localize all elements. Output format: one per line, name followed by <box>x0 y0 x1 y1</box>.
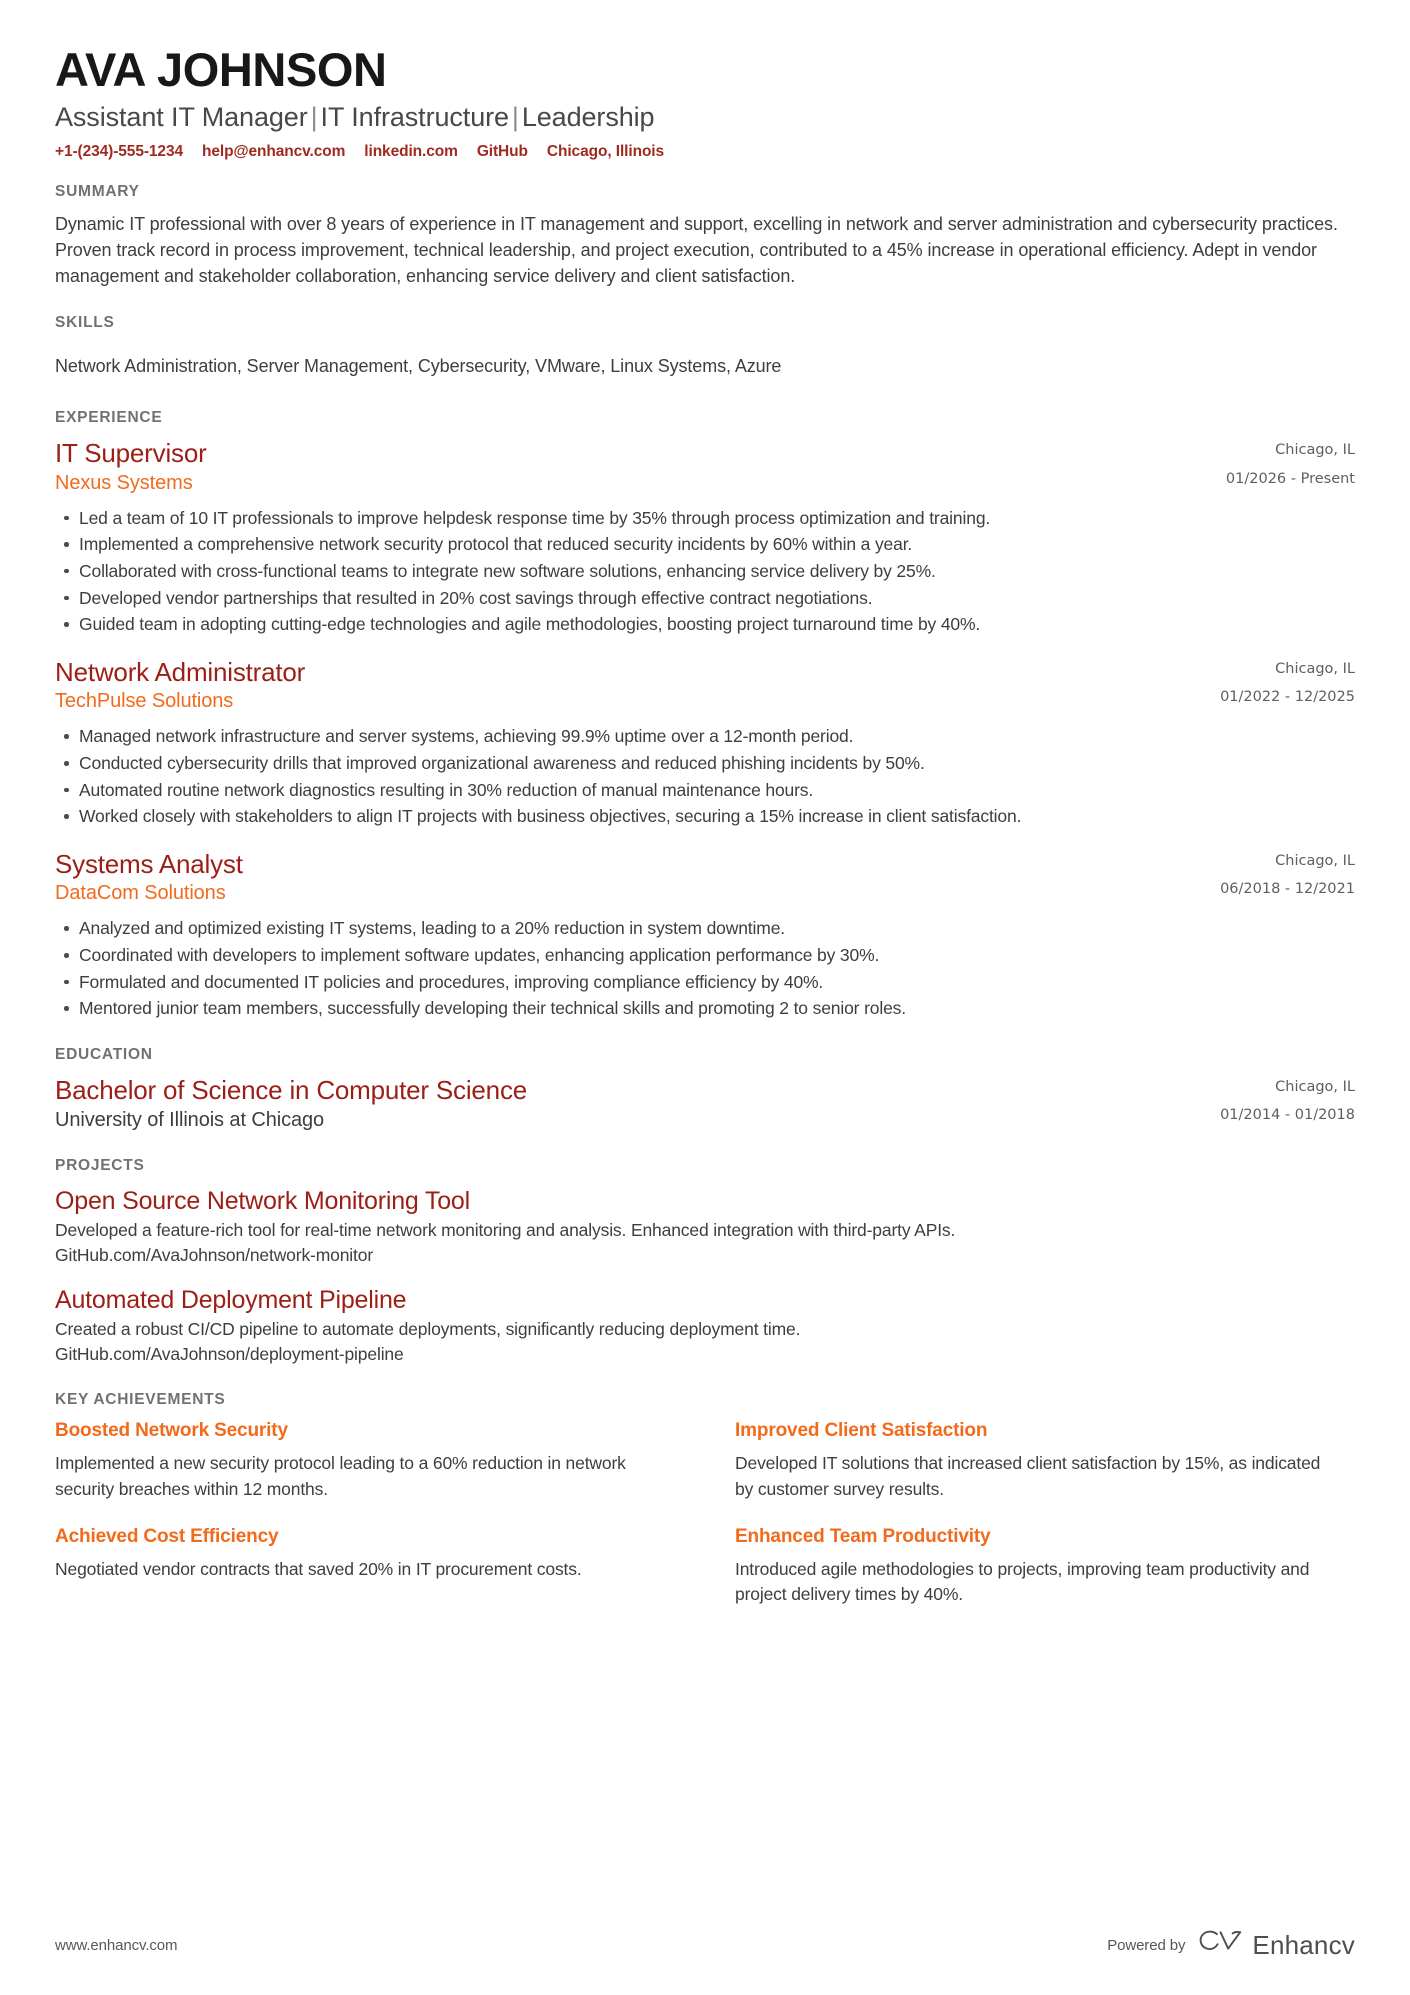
project-item <box>55 1285 1355 1367</box>
achievement-description: Implemented a new security protocol leading to a 60% reduction in network security breaches within 12 months. <box>55 1453 626 1499</box>
achievement-title: Enhanced Team Productivity <box>735 1526 991 1547</box>
school-name: University of Illinois at Chicago <box>55 1108 325 1131</box>
education-entry-meta <box>1220 1075 1355 1123</box>
headline-separator-2: | <box>511 101 519 132</box>
experience-entry-main <box>55 849 1220 907</box>
education-entry-header <box>55 1075 1355 1133</box>
summary-text: Dynamic IT professional with over 8 years of experience in IT management and support, excelling in network and server administration and cybersecurity practices. Proven track record in process improvement, technical leadership, and project execution, contributed to a 45% increase in operational efficiency. Adept in vendor management and stakeholder collaboration, enhancing service delivery and client satisfaction. <box>55 214 1338 287</box>
experience-entry-main <box>55 657 1220 715</box>
job-bullet-list <box>55 723 1355 829</box>
job-dates: 01/2022 - 12/2025 <box>1220 689 1355 706</box>
job-bullet: Collaborated with cross-functional teams to integrate new software solutions, enhancing service delivery by 25%. <box>55 558 1355 585</box>
achievement-description: Introduced agile methodologies to projects, improving team productivity and project delivery times by 40%. <box>735 1559 1310 1605</box>
powered-by-label: Powered by <box>1107 1937 1186 1954</box>
headline-part-2: IT Infrastructure <box>320 101 509 132</box>
project-item <box>55 1186 1355 1268</box>
project-link[interactable]: GitHub.com/AvaJohnson/deployment-pipeline <box>55 1344 404 1365</box>
candidate-name: AVA JOHNSON <box>55 43 387 96</box>
experience-entry-main <box>55 438 1226 496</box>
enhancv-brand-name: Enhancv <box>1252 1930 1355 1960</box>
education-heading: EDUCATION <box>55 1045 153 1063</box>
project-description: Created a robust CI/CD pipeline to automate deployments, significantly reducing deployment time. <box>55 1318 801 1339</box>
job-bullet: Automated routine network diagnostics resulting in 30% reduction of manual maintenance hours. <box>55 777 1355 804</box>
job-location: Chicago, IL <box>1275 660 1355 677</box>
company-name: DataCom Solutions <box>55 882 226 905</box>
experience-entry-meta <box>1220 657 1355 705</box>
project-link[interactable]: GitHub.com/AvaJohnson/network-monitor <box>55 1244 374 1265</box>
job-bullet: Developed vendor partnerships that resulted in 20% cost savings through effective contract negotiations. <box>55 585 1355 612</box>
skills-heading: SKILLS <box>55 314 115 332</box>
job-title: Network Administrator <box>55 656 306 687</box>
job-bullet-list <box>55 915 1355 1021</box>
experience-section <box>55 409 1355 1022</box>
education-entry <box>55 1075 1355 1133</box>
job-bullet: Coordinated with developers to implement software updates, enhancing application performance by 30%. <box>55 942 1355 969</box>
job-bullet: Implemented a comprehensive network security protocol that reduced security incidents by 60% within a year. <box>55 531 1355 558</box>
education-section <box>55 1046 1355 1133</box>
job-title: Systems Analyst <box>55 848 243 879</box>
company-name: Nexus Systems <box>55 471 193 494</box>
enhancv-infinity-logo-icon <box>1199 1930 1243 1961</box>
experience-entry-header <box>55 438 1355 496</box>
job-bullet: Worked closely with stakeholders to align IT projects with business objectives, securing a 15% increase in client satisfaction. <box>55 803 1355 830</box>
skills-section <box>55 314 1355 385</box>
school-dates: 01/2014 - 01/2018 <box>1220 1107 1355 1124</box>
summary-heading: SUMMARY <box>55 183 140 201</box>
footer-website-url[interactable]: www.enhancv.com <box>55 1937 178 1954</box>
job-bullet: Mentored junior team members, successfully developing their technical skills and promoting 2 to senior roles. <box>55 995 1355 1022</box>
experience-heading: EXPERIENCE <box>55 409 163 427</box>
contact-github-link[interactable]: GitHub <box>476 143 528 161</box>
job-bullet: Guided team in adopting cutting-edge technologies and agile methodologies, boosting project turnaround time by 40%. <box>55 611 1355 638</box>
experience-entry <box>55 657 1355 830</box>
key-achievements-grid <box>55 1420 1355 1608</box>
contact-email[interactable]: help@enhancv.com <box>201 143 346 161</box>
experience-entry-header <box>55 657 1355 715</box>
projects-heading: PROJECTS <box>55 1156 145 1174</box>
key-achievements-section <box>55 1391 1355 1608</box>
footer-branding <box>1107 1930 1355 1961</box>
job-bullet: Managed network infrastructure and server systems, achieving 99.9% uptime over a 12-month period. <box>55 723 1355 750</box>
project-title: Automated Deployment Pipeline <box>55 1285 407 1314</box>
headline-separator-1: | <box>310 101 318 132</box>
experience-entry-meta <box>1226 438 1355 486</box>
experience-entry-meta <box>1220 849 1355 897</box>
achievement-title: Achieved Cost Efficiency <box>55 1526 279 1547</box>
job-dates: 06/2018 - 12/2021 <box>1220 881 1355 898</box>
job-bullet: Conducted cybersecurity drills that improved organizational awareness and reduced phishing incidents by 50%. <box>55 750 1355 777</box>
contact-linkedin-link[interactable]: linkedin.com <box>364 143 458 161</box>
job-bullet: Formulated and documented IT policies and procedures, improving compliance efficiency by 40%. <box>55 969 1355 996</box>
skills-list: Network Administration, Server Management, Cybersecurity, VMware, Linux Systems, Azure <box>55 356 782 377</box>
achievement-item <box>55 1526 675 1608</box>
company-name: TechPulse Solutions <box>55 690 234 713</box>
achievement-item <box>55 1420 675 1502</box>
experience-entry <box>55 849 1355 1022</box>
education-entry-main <box>55 1075 1220 1133</box>
experience-entry <box>55 438 1355 638</box>
page-footer <box>55 1930 1355 1961</box>
job-title: IT Supervisor <box>55 438 207 469</box>
contact-location: Chicago, Illinois <box>546 143 665 161</box>
enhancv-brand <box>1199 1930 1355 1961</box>
experience-entry-header <box>55 849 1355 907</box>
achievement-title: Boosted Network Security <box>55 1420 288 1442</box>
job-bullet: Led a team of 10 IT professionals to improve helpdesk response time by 35% through process optimization and training. <box>55 505 1355 532</box>
contact-row <box>55 143 1355 161</box>
job-dates: 01/2026 - Present <box>1225 470 1355 487</box>
job-bullet-list <box>55 505 1355 638</box>
degree-title: Bachelor of Science in Computer Science <box>55 1074 528 1105</box>
resume-header <box>55 44 1355 161</box>
candidate-headline <box>55 101 1355 135</box>
summary-section <box>55 183 1355 290</box>
headline-part-1: Assistant IT Manager <box>55 101 308 132</box>
key-achievements-heading: KEY ACHIEVEMENTS <box>55 1391 226 1409</box>
achievement-title: Improved Client Satisfaction <box>735 1420 988 1442</box>
contact-phone[interactable]: +1-(234)-555-1234 <box>55 143 183 161</box>
achievement-item <box>735 1526 1355 1608</box>
achievement-item <box>735 1420 1355 1502</box>
job-location: Chicago, IL <box>1275 442 1355 459</box>
job-bullet: Analyzed and optimized existing IT systems, leading to a 20% reduction in system downtime. <box>55 915 1355 942</box>
project-description: Developed a feature-rich tool for real-time network monitoring and analysis. Enhanced integration with third-party APIs. <box>55 1219 956 1240</box>
headline-part-3: Leadership <box>521 101 655 132</box>
projects-section <box>55 1157 1355 1368</box>
project-title: Open Source Network Monitoring Tool <box>55 1186 470 1215</box>
achievement-description: Negotiated vendor contracts that saved 20% in IT procurement costs. <box>55 1559 582 1579</box>
job-location: Chicago, IL <box>1275 852 1355 869</box>
school-location: Chicago, IL <box>1275 1078 1355 1095</box>
achievement-description: Developed IT solutions that increased client satisfaction by 15%, as indicated by customer survey results. <box>735 1453 1321 1499</box>
